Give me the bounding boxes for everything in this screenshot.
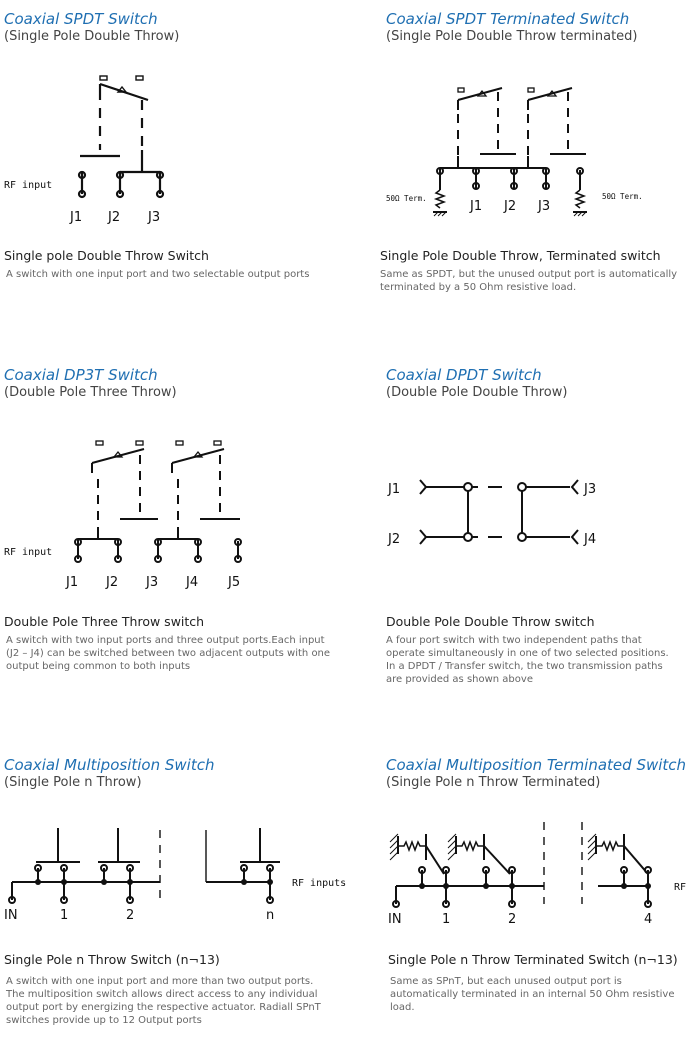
section-title: Coaxial SPDT Switch [4, 10, 158, 28]
term-right-label: 50Ω Term. [602, 192, 643, 201]
section-dpdt [386, 366, 686, 402]
rf-label: RF [674, 882, 687, 893]
port-label-j2: J2 [504, 199, 517, 214]
term-left-label: 50Ω Term. [386, 194, 427, 203]
section-subtitle: (Double Pole Double Throw) [386, 385, 568, 400]
section-description: Same as SPDT, but the unused output port is automatically terminated by a 50 Ohm resistive load. [380, 269, 678, 293]
port-label-j3: J3 [148, 210, 161, 225]
section-caption: Double Pole Three Throw switch [4, 614, 205, 629]
section-caption: Double Pole Double Throw switch [386, 614, 595, 629]
port-label-j2: J2 [388, 532, 401, 547]
multiposition-terminated-diagram [386, 820, 690, 930]
section-description: A switch with two input ports and three output ports.Each input (J2 – J4) can be switched between two adjacent outputs with one output being common to both inputs [6, 635, 331, 672]
multiposition-diagram [0, 820, 370, 930]
port-label-j3: J3 [538, 199, 551, 214]
section-subtitle: (Single Pole Double Throw) [4, 29, 180, 44]
rf-input-label: RF input [4, 547, 53, 558]
dpdt-diagram [380, 460, 680, 560]
port-label-j2: J2 [106, 575, 119, 590]
port-label-in: IN [4, 908, 18, 923]
dp3t-diagram [0, 435, 330, 595]
port-label-j3: J3 [146, 575, 159, 590]
port-label-in: IN [388, 912, 402, 927]
section-subtitle: (Single Pole n Throw) [4, 775, 142, 790]
port-label-2: 2 [508, 912, 517, 927]
section-description: A switch with one input port and two selectable output ports [6, 269, 310, 280]
port-label-j4: J4 [584, 532, 597, 547]
port-label-1: 1 [60, 908, 69, 923]
section-description: Same as SPnT, but each unused output port is automatically terminated in an internal 50 Ohm resistive load. [390, 976, 675, 1013]
port-label-j4: J4 [186, 575, 199, 590]
port-label-j5: J5 [228, 575, 241, 590]
section-title: Coaxial Multiposition Terminated Switch [386, 756, 687, 774]
rf-inputs-label: RF inputs [292, 878, 347, 889]
port-label-n: n [266, 908, 275, 923]
section-description: A switch with one input port and more than two output ports. The multiposition switch allows direct access to any individual output port by energizing the respective actuator. Radiall SPnT switches provide up to 12 Output ports [6, 976, 321, 1026]
spdt-terminated-diagram [380, 70, 685, 230]
section-title: Coaxial DPDT Switch [386, 366, 542, 384]
port-label-1: 1 [442, 912, 451, 927]
rf-input-label: RF input [4, 180, 53, 191]
port-label-4: 4 [644, 912, 653, 927]
section-title: Coaxial SPDT Terminated Switch [386, 10, 630, 28]
section-spdt [4, 10, 334, 46]
section-title: Coaxial Multiposition Switch [4, 756, 215, 774]
section-multiposition [4, 756, 334, 792]
section-description: A four port switch with two independent paths that operate simultaneously in one of two selected positions. In a DPDT / Transfer switch, the two transmission paths are provided as shown above [386, 635, 669, 685]
section-dp3t [4, 366, 334, 402]
section-title: Coaxial DP3T Switch [4, 366, 158, 384]
port-label-j1: J1 [70, 210, 83, 225]
port-label-j3: J3 [584, 482, 597, 497]
section-multiposition-terminated [386, 756, 686, 792]
spdt-diagram [0, 70, 330, 230]
port-label-j1: J1 [470, 199, 483, 214]
section-caption: Single pole Double Throw Switch [4, 248, 209, 263]
port-label-j1: J1 [388, 482, 401, 497]
section-subtitle: (Single Pole Double Throw terminated) [386, 29, 638, 44]
port-label-2: 2 [126, 908, 135, 923]
section-subtitle: (Single Pole n Throw Terminated) [386, 775, 601, 790]
port-label-j1: J1 [66, 575, 79, 590]
section-spdt-terminated [386, 10, 686, 46]
port-label-j2: J2 [108, 210, 121, 225]
section-caption: Single Pole n Throw Switch (n¬13) [4, 952, 220, 967]
section-caption: Single Pole n Throw Terminated Switch (n¬13) [388, 952, 678, 967]
section-caption: Single Pole Double Throw, Terminated switch [380, 248, 661, 263]
section-subtitle: (Double Pole Three Throw) [4, 385, 177, 400]
